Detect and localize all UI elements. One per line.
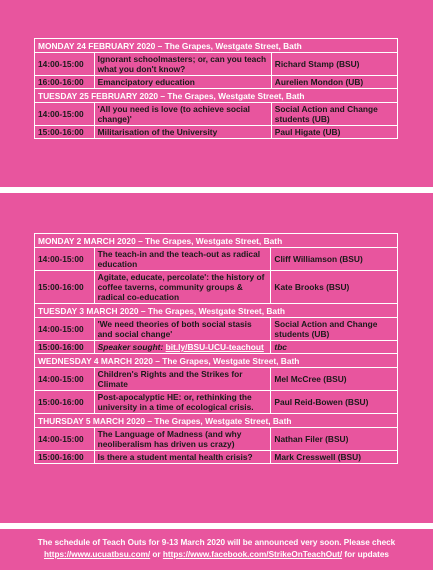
session-title: Ignorant schoolmasters; or, can you teach what you don't know?: [94, 53, 271, 76]
week1-panel: [0, 0, 433, 186]
session-speaker: Kate Brooks (BSU): [271, 271, 398, 304]
speaker-sought-link[interactable]: bit.ly/BSU-UCU-teachout: [165, 342, 264, 352]
session-title: 'All you need is love (to achieve social change)': [94, 103, 271, 126]
section-divider: [0, 523, 433, 529]
session-time: 15:00-16:00: [35, 341, 95, 354]
session-row: [35, 391, 398, 414]
session-speaker: Aurelien Mondon (UB): [271, 76, 397, 89]
footer: [0, 530, 433, 570]
session-speaker: Mark Cresswell (BSU): [271, 451, 398, 464]
week1-schedule-table: [34, 38, 398, 139]
week2-schedule-table: [34, 233, 398, 464]
day-header-row: [35, 304, 398, 318]
session-title-speaker-sought: [94, 341, 271, 354]
day-heading: MONDAY 24 FEBRUARY 2020 – The Grapes, Westgate Street, Bath: [35, 39, 398, 53]
session-speaker: Cliff Williamson (BSU): [271, 248, 398, 271]
session-speaker: Nathan Filer (BSU): [271, 428, 398, 451]
day-heading: THURSDAY 5 MARCH 2020 – The Grapes, Westgate Street, Bath: [35, 414, 398, 428]
day-heading: WEDNESDAY 4 MARCH 2020 – The Grapes, Westgate Street, Bath: [35, 354, 398, 368]
day-heading: TUESDAY 25 FEBRUARY 2020 – The Grapes, Westgate Street, Bath: [35, 89, 398, 103]
session-row: [35, 103, 398, 126]
session-row: [35, 126, 398, 139]
session-speaker: tbc: [271, 341, 398, 354]
speaker-sought-label: Speaker sought:: [97, 342, 164, 352]
session-speaker: Richard Stamp (BSU): [271, 53, 397, 76]
section-divider: [0, 187, 433, 193]
footer-or: or: [152, 550, 161, 559]
facebook-link[interactable]: https://www.facebook.com/StrikeOnTeachOut/: [162, 550, 343, 559]
session-row: [35, 451, 398, 464]
session-title: Agitate, educate, percolate': the history of coffee taverns, community groups & radical co-education: [94, 271, 271, 304]
session-title: Is there a student mental health crisis?: [94, 451, 271, 464]
week2-panel: [0, 194, 433, 522]
session-time: 15:00-16:00: [35, 451, 95, 464]
day-heading: TUESDAY 3 MARCH 2020 – The Grapes, Westgate Street, Bath: [35, 304, 398, 318]
day-header-row: [35, 234, 398, 248]
session-speaker: Mel McCree (BSU): [271, 368, 398, 391]
session-time: 15:00-16:00: [35, 391, 95, 414]
session-title: The teach-in and the teach-out as radical education: [94, 248, 271, 271]
session-row: [35, 318, 398, 341]
day-header-row: [35, 39, 398, 53]
session-row: [35, 341, 398, 354]
session-speaker: Social Action and Change students (UB): [271, 318, 398, 341]
session-row: [35, 76, 398, 89]
session-time: 16:00-16:00: [35, 76, 95, 89]
session-time: 14:00-15:00: [35, 53, 95, 76]
session-row: [35, 53, 398, 76]
session-time: 14:00-15:00: [35, 368, 95, 391]
session-row: [35, 428, 398, 451]
footer-tail: for updates: [344, 550, 389, 559]
day-heading: MONDAY 2 MARCH 2020 – The Grapes, Westgate Street, Bath: [35, 234, 398, 248]
ucuatbsu-link[interactable]: https://www.ucuatbsu.com/: [43, 550, 151, 559]
session-title: 'We need theories of both social stasis and social change': [94, 318, 271, 341]
session-title: Children's Rights and the Strikes for Climate: [94, 368, 271, 391]
footer-line1: The schedule of Teach Outs for 9-13 March 2020 will be announced very soon. Please check: [37, 538, 396, 547]
session-speaker: Social Action and Change students (UB): [271, 103, 397, 126]
session-time: 14:00-15:00: [35, 318, 95, 341]
session-row: [35, 271, 398, 304]
footer-notice: [0, 530, 433, 561]
session-title: Emancipatory education: [94, 76, 271, 89]
day-header-row: [35, 414, 398, 428]
session-row: [35, 248, 398, 271]
session-row: [35, 368, 398, 391]
session-time: 15:00-16:00: [35, 126, 95, 139]
day-header-row: [35, 354, 398, 368]
session-speaker: Paul Reid-Bowen (BSU): [271, 391, 398, 414]
session-speaker: Paul Higate (UB): [271, 126, 397, 139]
session-title: Militarisation of the University: [94, 126, 271, 139]
session-time: 14:00-15:00: [35, 428, 95, 451]
session-title: Post-apocalyptic HE: or, rethinking the university in a time of ecological crisis.: [94, 391, 271, 414]
session-title: The Language of Madness (and why neoliberalism has driven us crazy): [94, 428, 271, 451]
session-time: 15:00-16:00: [35, 271, 95, 304]
session-time: 14:00-15:00: [35, 248, 95, 271]
day-header-row: [35, 89, 398, 103]
session-time: 14:00-15:00: [35, 103, 95, 126]
